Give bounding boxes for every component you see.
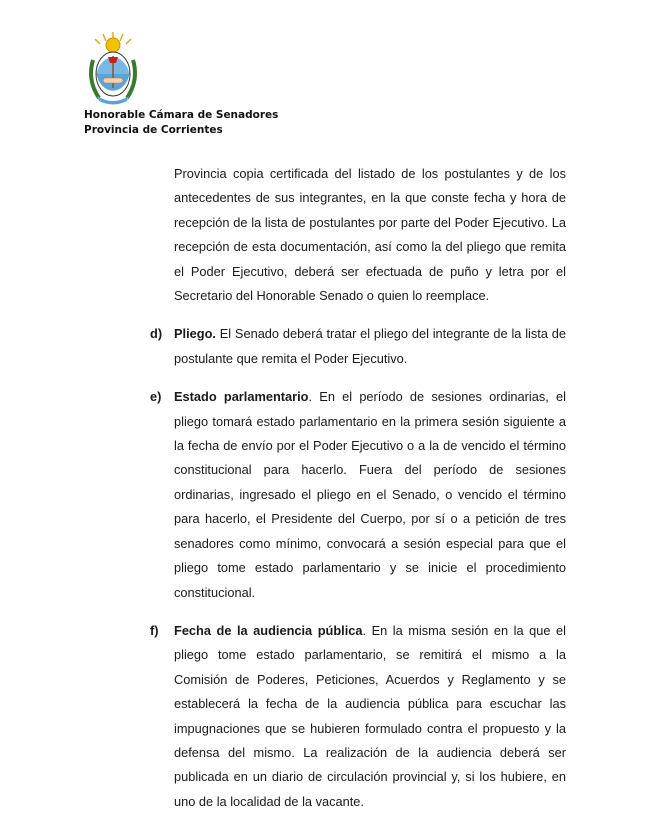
item-title: Fecha de la audiencia pública (174, 622, 363, 638)
item-letter: e) (150, 389, 162, 405)
list-item-e (150, 385, 567, 605)
item-title: Estado parlamentario (174, 389, 309, 405)
document-body (150, 162, 567, 814)
item-letter: f) (150, 622, 159, 638)
item-text: . En el período de sesiones ordinarias, el pliego tomará estado parlamentario en la primera sesión siguiente a la fecha de envío por el Poder Ejecutivo o a la de vencido el término constitucional para hacerlo. Fuera del período de sesiones ordinarias, ingresado el pliego en el Senado, o vencido el término para hacerlo, el Presidente del Cuerpo, por sí o a petición de tres senadores como mínimo, convocará a sesión especial para que el pliego tome estado parlamentario y se inicie el procedimiento constitucional. (174, 389, 567, 600)
institution-name: Honorable Cámara de Senadores (84, 109, 279, 121)
institution-header (84, 108, 278, 138)
argentina-coat-of-arms-icon (83, 30, 143, 108)
item-letter: d) (150, 326, 163, 342)
item-text: El Senado deberá tratar el pliego del integrante de la lista de postulante que remita el Poder Ejecutivo. (174, 326, 566, 366)
list-item-d (150, 322, 566, 371)
list-item-f (150, 619, 566, 814)
item-title: Pliego. (174, 326, 216, 342)
item-text: . En la misma sesión en la que el pliego tome estado parlamentario, se remitirá el mismo a la Comisión de Poderes, Peticiones, Acuerdos y Reglamento y se establecerá la fecha de la audiencia pública para escuchar las impugnaciones que se hubieren formulado contra el propuesto y la defensa del mismo. La realización de la audiencia deberá ser publicada en un diario de circulación provincial y, si los hubiere, en uno de la localidad de la vacante. (174, 622, 566, 809)
province-name: Provincia de Corrientes (84, 124, 223, 136)
intro-paragraph: Provincia copia certificada del listado de los postulantes y de los antecedentes de sus integrantes, en la que conste fecha y hora de recepción de la lista de postulantes por parte del Poder Ejecutivo. La recepción de esta documentación, así como la del pliego que remita el Poder Ejecutivo, deberá ser efectuada de puño y letra por el Secretario del Honorable Senado o quien lo reemplace. (174, 166, 566, 304)
